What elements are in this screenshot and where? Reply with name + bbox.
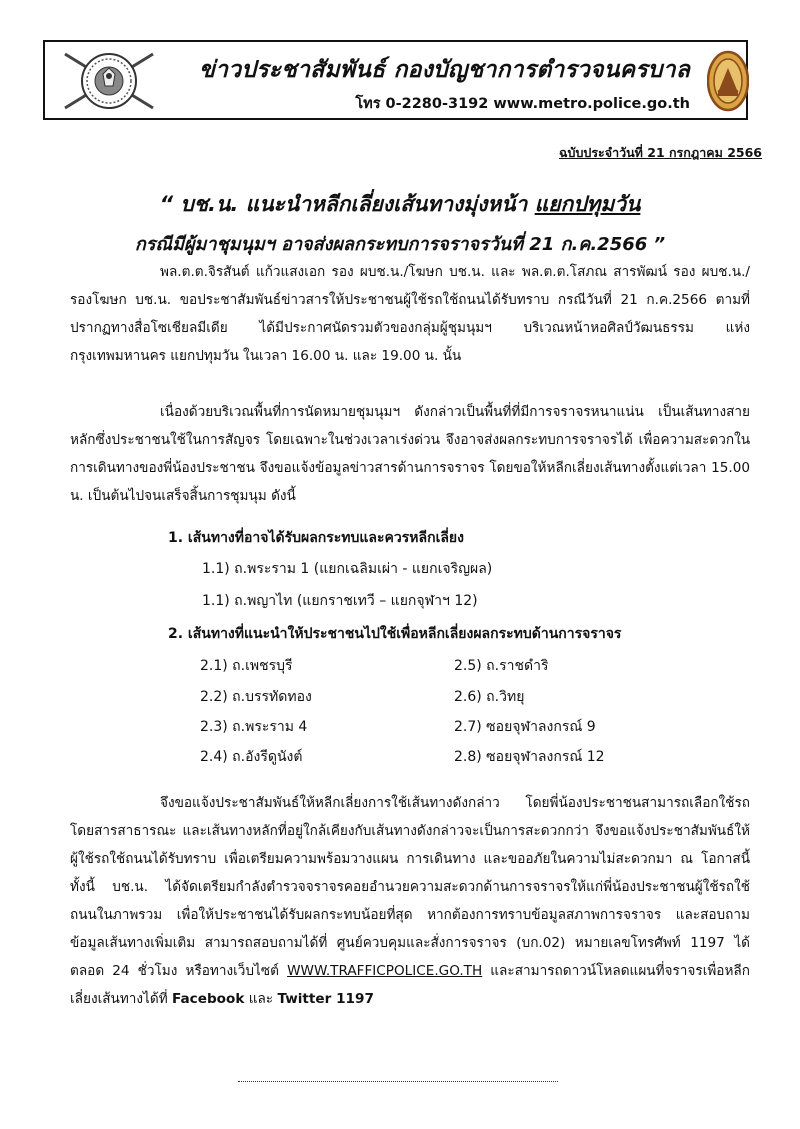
paragraph-3-text: จึงขอแจ้งประชาสัมพันธ์ให้หลีกเลี่ยงการใช้เส้นทางดังกล่าว โดยพี่น้องประชาชนสามารถเลือกใช้รถโดยสารสาธารณะ และเส้นทางหลักที่อยู่ใกล้เคียงกับเส้นทางดังกล่าวจะเป็นการสะดวกกว่า จึงขอแจ้งประชาสัมพันธ์ให้ผู้ใช้รถใช้ถนนได้รับทราบ เพื่อเตรียมความพร้อมวางแผน การเดินทาง และขออภัยในความไม่สะดวกมา ณ โอกาสนี้ ทั้งนี้ บช.น. ได้จัดเตรียมกำลังตำรวจจราจรคอยอำนวยความสะดวกด้านการจราจรให้แก่พี่น้องประชาชนผู้ใช้รถใช้ถนนในภาพรวม เพื่อให้ประชาชนได้รับผลกระทบน้อยที่สุด หากต้องการทราบข้อมูลสภาพการจราจร และสอบถามข้อมูลเส้นทางเพิ่มเติม สามารถสอบถามได้ที่ ศูนย์ควบคุมและสั่งการจราจร (บก.02) หมายเลขโทรศัพท์ 1197 ได้ตลอด 24 ชั่วโมง หรือทางเว็บไซต์ — [70, 795, 750, 979]
headline-line-1 — [0, 188, 800, 221]
paragraph-3 — [70, 789, 750, 1013]
list-item: 2.8) ซอยจุฬาลงกรณ์ 12 — [454, 749, 605, 765]
list-item: 2.3) ถ.พระราม 4 — [200, 719, 308, 735]
list-item: 2.1) ถ.เพชรบุรี — [200, 658, 293, 674]
list-item: 2.7) ซอยจุฬาลงกรณ์ 9 — [454, 719, 596, 735]
metro-police-badge-icon — [707, 50, 749, 112]
list-item: 2.2) ถ.บรรทัดทอง — [200, 689, 312, 705]
list-item: 1.1) ถ.พญาไท (แยกราชเทวี – แยกจุฬาฯ 12) — [202, 593, 478, 609]
facebook-label: Facebook — [172, 991, 245, 1007]
issue-date: ฉบับประจำวันที่ 21 กรกฎาคม 2566 — [559, 145, 762, 160]
header-banner — [43, 40, 748, 120]
paragraph-1 — [70, 258, 750, 370]
paragraph-2-text: เนื่องด้วยบริเวณพื้นที่การนัดหมายชุมนุมฯ ดังกล่าวเป็นพื้นที่ที่มีการจราจรหนาแน่น เป็นเส้นทางสายหลักซึ่งประชาชนใช้ในการสัญจร โดยเฉพาะในช่วงเวลาเร่งด่วน จึงอาจส่งผลกระทบการจราจรได้ เพื่อความสะดวกในการเดินทางของพี่น้องประชาชน จึงขอแจ้งข้อมูลข่าวสารด้านการจราจร โดยขอให้หลีกเลี่ยงเส้นทางตั้งแต่เวลา 15.00 น. เป็นต้นไปจนเสร็จสิ้นการชุมนุม ดังนี้ — [70, 404, 750, 504]
paragraph-2 — [70, 398, 750, 510]
headline-line-2: กรณีมีผู้มาชุมนุมฯ อาจส่งผลกระทบการจราจรวันที่ 21 ก.ค.2566 ” — [134, 234, 666, 255]
section-2-heading: 2. เส้นทางที่แนะนำให้ประชาชนไปใช้เพื่อหลีกเลี่ยงผลกระทบด้านการจราจร — [168, 626, 622, 642]
header-title: ข่าวประชาสัมพันธ์ กองบัญชาการตำรวจนครบาล — [199, 57, 690, 83]
headline-location: แยกปทุมวัน — [534, 192, 641, 216]
list-item: 1.1) ถ.พระราม 1 (แยกเฉลิมเผ่า - แยกเจริญผล) — [202, 561, 493, 577]
paragraph-1-text: พล.ต.ต.จิรสันต์ แก้วแสงเอก รอง ผบช.น./โฆษก บช.น. และ พล.ต.ต.โสภณ สารพัฒน์ รอง ผบช.น./ รองโฆษก บช.น. ขอประชาสัมพันธ์ข่าวสารให้ประชาชนผู้ใช้รถใช้ถนนได้รับทราบ กรณีวันที่ 21 ก.ค.2566 ตามที่ปรากฏทางสื่อโซเชียลมีเดีย ได้มีประกาศนัดรวมตัวของกลุ่มผู้ชุมนุมฯ บริเวณหน้าหอศิลป์วัฒนธรรม แห่งกรุงเทพมหานคร แยกปทุมวัน ในเวลา 16.00 น. และ 19.00 น. นั้น — [70, 264, 750, 364]
twitter-label: Twitter 1197 — [277, 991, 374, 1007]
list-item: 2.6) ถ.วิทยุ — [454, 689, 525, 705]
footer-divider — [238, 1081, 558, 1082]
section-1-heading: 1. เส้นทางที่อาจได้รับผลกระทบและควรหลีกเลี่ยง — [168, 530, 464, 546]
list-item: 2.4) ถ.อังรีดูนังต์ — [200, 749, 303, 765]
headline-part-1: “ บช.น. แนะนำหลีกเลี่ยงเส้นทางมุ่งหน้า — [159, 192, 535, 216]
header-contact: โทร 0-2280-3192 www.metro.police.go.th — [355, 96, 690, 112]
paragraph-3-tail-2: และ — [244, 991, 278, 1007]
list-item: 2.5) ถ.ราชดำริ — [454, 658, 549, 674]
traffic-police-website-link[interactable]: WWW.TRAFFICPOLICE.GO.TH — [287, 963, 483, 979]
paragraph-3-tail-1: และสามารถดาวน์โหลดแผนที่จราจรเพื่อหลีกเลี่ยงเส้นทางได้ที่ — [70, 963, 750, 1007]
